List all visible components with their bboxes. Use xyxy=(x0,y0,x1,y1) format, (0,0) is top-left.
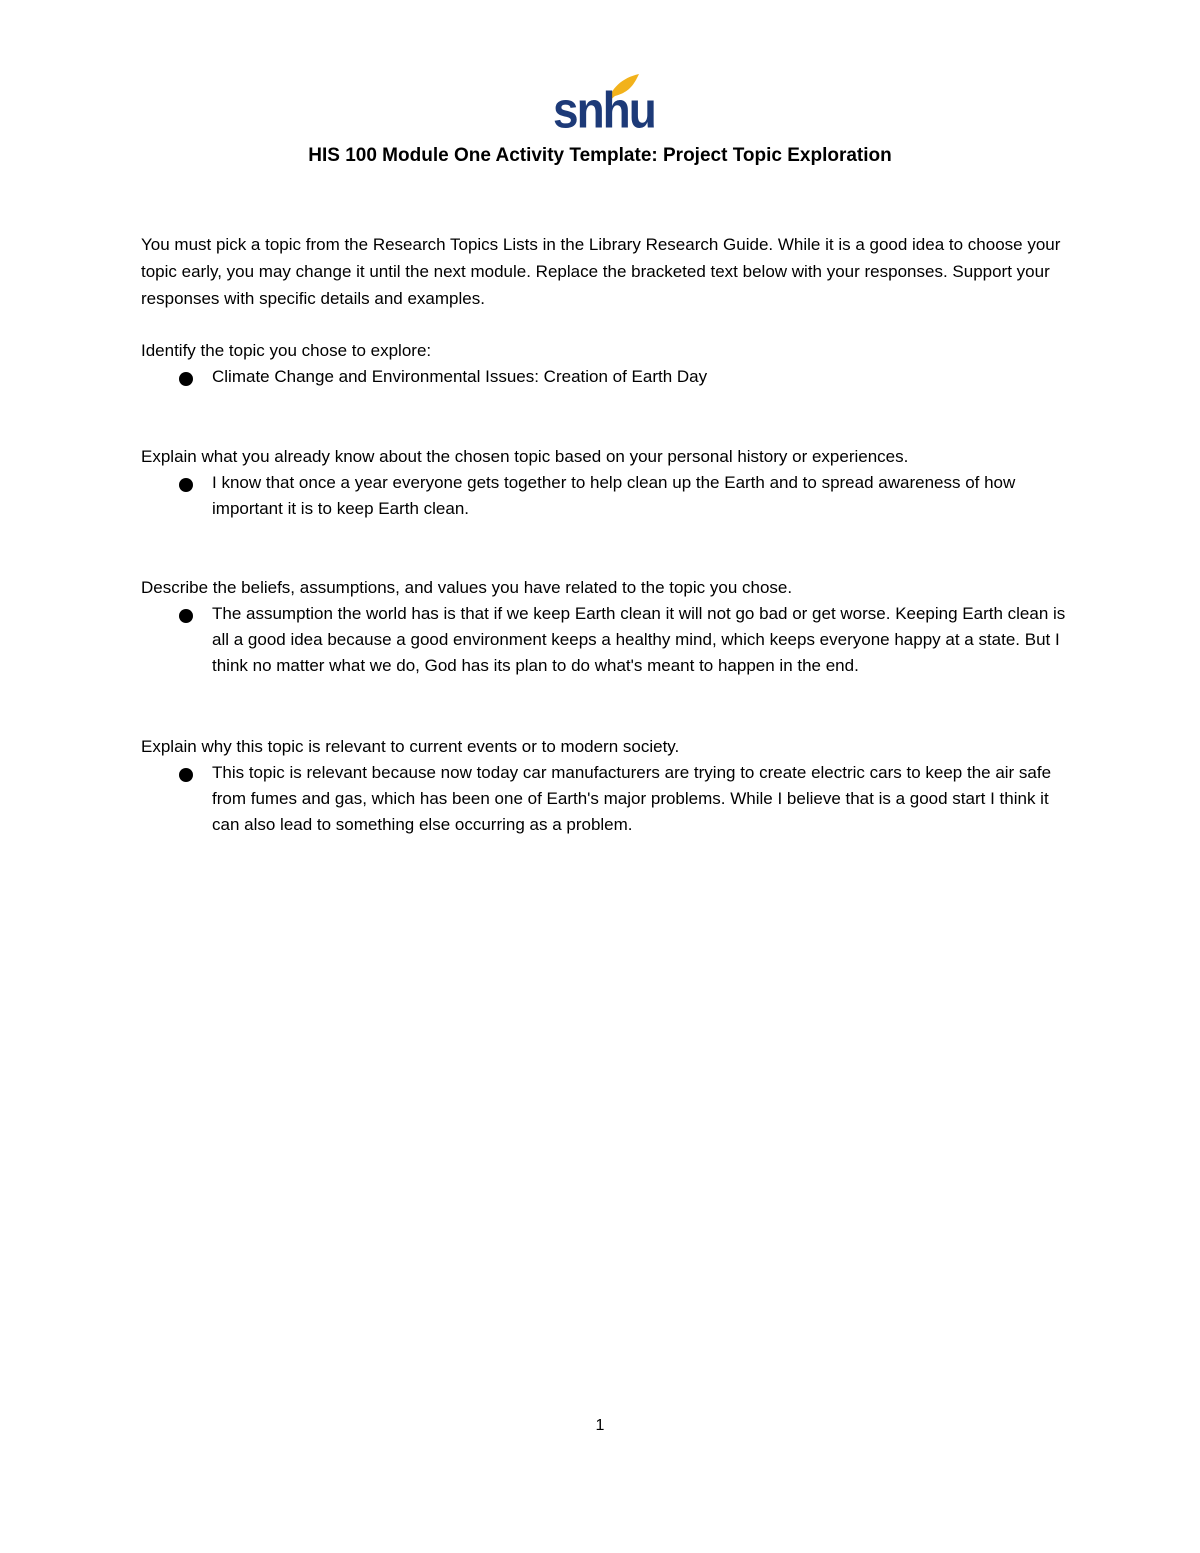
answer-text: This topic is relevant because now today car manufacturers are trying to create electric cars to keep the air safe from fumes and gas, which has been one of Earth's major problems. While I believe that is a good start I think it can also lead to something else occurring as a problem. xyxy=(212,763,1052,834)
intro-paragraph: You must pick a topic from the Research Topics Lists in the Library Research Guide. While it is a good idea to choose your topic early, you may change it until the next module. Replace the bracketed text below with your responses. Support your responses with specific details and examples. xyxy=(141,235,1061,308)
logo-wordmark: snhu xyxy=(553,81,655,139)
bullet-icon xyxy=(179,609,193,623)
section-prompt: Explain what you already know about the chosen topic based on your personal history or experiences. xyxy=(141,447,909,466)
answer-text: Climate Change and Environmental Issues: Creation of Earth Day xyxy=(212,367,708,386)
snhu-logo xyxy=(553,72,655,139)
list-item xyxy=(141,601,1071,679)
bullet-icon xyxy=(179,768,193,782)
section-beliefs xyxy=(141,574,1071,679)
list-item xyxy=(141,470,1071,522)
section-prompt: Identify the topic you chose to explore: xyxy=(141,341,432,360)
section-relevance xyxy=(141,733,1071,838)
section-knowledge xyxy=(141,443,1071,522)
document-title: HIS 100 Module One Activity Template: Project Topic Exploration xyxy=(308,145,892,166)
bullet-icon xyxy=(179,478,193,492)
answer-text: The assumption the world has is that if we keep Earth clean it will not go bad or get worse. Keeping Earth clean is all a good idea because a good environment keeps a healthy mind, which keeps everyone happy at a state. But I think no matter what we do, God has its plan to do what's meant to happen in the end. xyxy=(212,604,1066,675)
section-prompt: Describe the beliefs, assumptions, and values you have related to the topic you chose. xyxy=(141,578,793,597)
list-item xyxy=(141,364,1071,390)
page-number: 1 xyxy=(595,1417,605,1434)
answer-text: I know that once a year everyone gets together to help clean up the Earth and to spread awareness of how important it is to keep Earth clean. xyxy=(212,473,1016,518)
section-prompt: Explain why this topic is relevant to current events or to modern society. xyxy=(141,737,680,756)
bullet-icon xyxy=(179,372,193,386)
list-item xyxy=(141,760,1071,838)
section-topic xyxy=(141,337,1071,390)
